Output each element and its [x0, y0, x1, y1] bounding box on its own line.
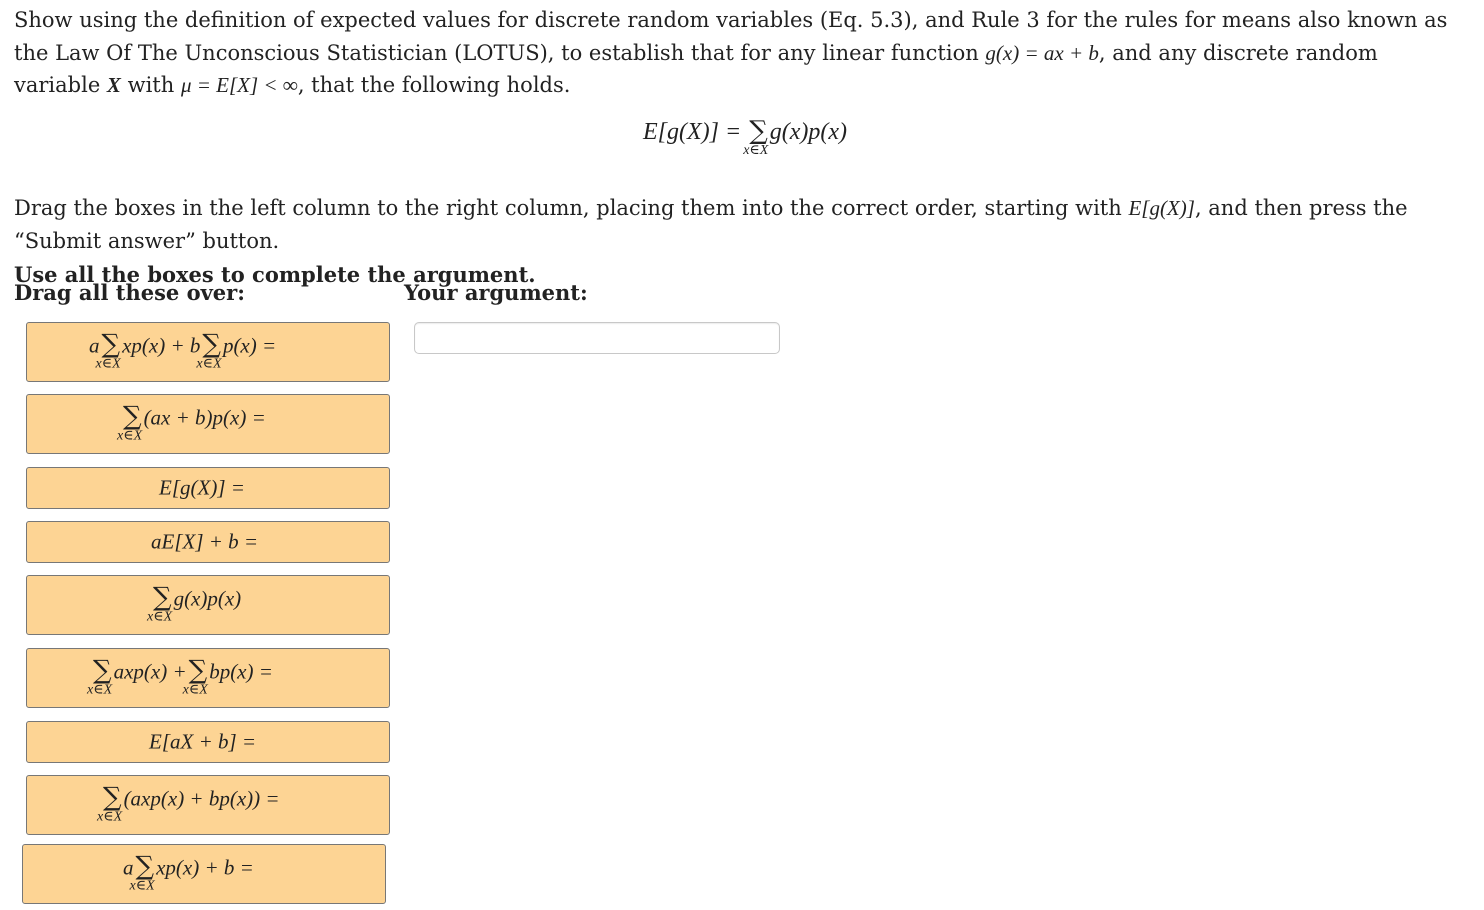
summation-subscript: x∈X [97, 809, 123, 825]
instructions-text: Drag the boxes in the left column to the right column, placing them into the correct order, starting with [14, 196, 1129, 220]
box-expr-part: (axp(x) + bp(x)) = [123, 786, 280, 811]
box-expr-part: a [123, 855, 134, 880]
summation-symbol: ∑ x∈X [87, 655, 113, 698]
problem-statement [14, 4, 1464, 102]
draggable-step-box[interactable] [26, 394, 390, 454]
summation-symbol: ∑ x∈X [117, 401, 143, 444]
box-expr-part: bp(x) = [209, 659, 273, 684]
random-variable-symbol: X [106, 73, 121, 97]
summation-subscript: x∈X [743, 143, 769, 158]
box-expr-part: (ax + b)p(x) = [143, 405, 266, 430]
summation-subscript: x∈X [129, 878, 155, 894]
summation-symbol: ∑ x∈X [182, 655, 208, 698]
lotus-display-equation [643, 116, 848, 158]
instructions [14, 192, 1474, 292]
answer-column-heading: Your argument: [404, 280, 588, 305]
draggable-step-box[interactable] [26, 721, 390, 763]
summation-symbol: ∑ x∈X [196, 329, 222, 372]
box-expr-part: aE[X] + b = [151, 529, 259, 554]
source-column-heading: Drag all these over: [14, 280, 245, 305]
summation-symbol: ∑ x∈X [129, 851, 155, 894]
problem-mid-text: , and any discrete random variable [14, 40, 1378, 97]
box-expr-part: g(x)p(x) [173, 586, 242, 611]
box-expr-part: a [89, 333, 100, 358]
box-expr-part: xp(x) + b = [156, 855, 254, 880]
problem-intro-text: Show using the definition of expected values for discrete random variables (Eq. 5.3), and Rule 3 for the rules for means also known as the Law Of The Unconscious Statistician (LOTUS), to establish that for any linear function [14, 8, 1448, 65]
summation-symbol: ∑ x∈X [97, 782, 123, 825]
summation-symbol: ∑ x∈X [743, 116, 769, 158]
mean-definition-expr: μ = E[X] < ∞ [180, 73, 298, 97]
summation-symbol: ∑ x∈X [95, 329, 121, 372]
draggable-step-box[interactable] [26, 775, 390, 835]
draggable-step-box[interactable] [26, 467, 390, 509]
summation-subscript: x∈X [196, 356, 222, 372]
box-expr-part: p(x) = [222, 333, 277, 358]
box-expr-part: E[g(X)] = [159, 475, 245, 500]
draggable-step-box[interactable] [26, 575, 390, 635]
answer-drop-zone[interactable] [414, 322, 780, 354]
problem-mid-text-2: with [120, 73, 181, 97]
summation-subscript: x∈X [95, 356, 121, 372]
draggable-step-box[interactable] [26, 521, 390, 563]
draggable-step-box[interactable] [26, 648, 390, 708]
summation-symbol: ∑ x∈X [147, 582, 173, 625]
summation-subscript: x∈X [87, 682, 113, 698]
summation-subscript: x∈X [117, 428, 143, 444]
summation-subscript: x∈X [147, 609, 173, 625]
equation-rhs: g(x)p(x) [769, 119, 848, 145]
equation-lhs: E[g(X)] = [643, 119, 748, 145]
box-expr-part: axp(x) + [113, 659, 187, 684]
instructions-emphasis: Use all the boxes to complete the argument. [14, 262, 536, 287]
linear-function-expr: g(x) = ax + b [985, 40, 1099, 65]
instructions-text-2: , and then press the “Submit answer” button. [14, 196, 1408, 253]
draggable-step-box[interactable] [26, 322, 390, 382]
problem-end-text: , that the following holds. [297, 73, 571, 97]
summation-subscript: x∈X [182, 682, 208, 698]
instructions-start-expr: E[g(X)] [1128, 196, 1195, 220]
box-expr-part: E[aX + b] = [149, 729, 257, 754]
box-expr-part: xp(x) + b [122, 333, 201, 358]
draggable-step-box[interactable] [22, 844, 386, 904]
